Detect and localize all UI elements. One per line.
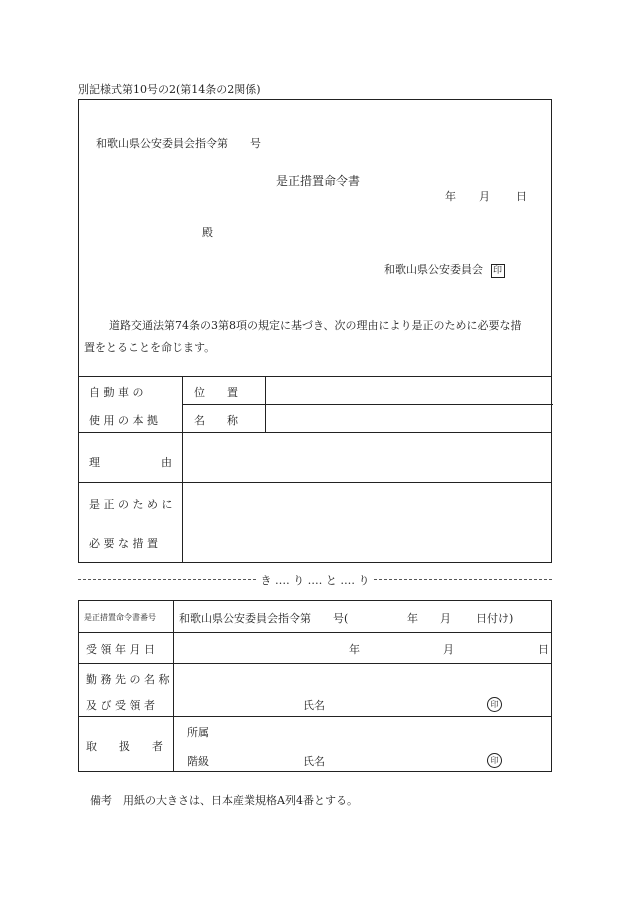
column-divider — [173, 601, 174, 771]
cut-line-text: き ‥‥ り ‥‥ と ‥‥ り — [256, 572, 373, 588]
handler-label: 取 扱 者 — [86, 740, 163, 753]
correction-label-1: 是 正 の た め に — [89, 498, 173, 511]
order-number-value: 和歌山県公安委員会指令第 号( — [179, 612, 349, 625]
column-divider — [265, 376, 266, 432]
order-number-label: 是正措置命令書番号 — [84, 613, 156, 622]
date-day: 日 — [516, 190, 527, 203]
body-text-line2: 置をとることを命じます。 — [84, 341, 216, 354]
reason-label-2: 由 — [161, 456, 172, 469]
vehicle-label-1: 自 動 車 の — [89, 386, 144, 399]
row-divider — [79, 632, 551, 633]
location-label: 位 置 — [194, 386, 238, 399]
form-number: 別記様式第10号の2(第14条の2関係) — [78, 83, 261, 96]
cut-dash — [78, 579, 256, 580]
receipt-day: 日 — [538, 643, 549, 656]
row-divider — [79, 663, 551, 664]
order-form — [78, 99, 552, 563]
cut-dash — [374, 579, 552, 580]
order-title: 是正措置命令書 — [276, 174, 361, 188]
receipt-form — [78, 600, 552, 772]
column-divider — [182, 376, 183, 562]
issuer — [384, 261, 505, 278]
correction-label-2: 必 要 な 措 置 — [89, 537, 158, 550]
row-divider — [79, 482, 551, 483]
order-number: 和歌山県公安委員会指令第 号 — [96, 137, 261, 150]
vehicle-label-2: 使 用 の 本 拠 — [89, 414, 158, 427]
order-year: 年 — [407, 612, 418, 625]
order-dated: 日付け) — [476, 612, 514, 625]
table-top-border — [79, 376, 551, 377]
handler-name-label: 氏名 — [303, 755, 325, 768]
row-divider — [182, 404, 553, 405]
cut-line — [78, 572, 552, 586]
body-text-line1: 道路交通法第74条の3第8項の規定に基づき、次の理由により是正のために必要な措 — [109, 319, 522, 332]
handler-seal-icon: 印 — [487, 753, 502, 768]
addressee-suffix: 殿 — [202, 226, 213, 239]
affiliation-label: 所属 — [187, 726, 209, 739]
date-month: 月 — [479, 190, 490, 203]
rank-label: 階級 — [187, 755, 209, 768]
employer-label-2: 及 び 受 領 者 — [86, 699, 155, 712]
row-divider — [79, 716, 551, 717]
issuer-name: 和歌山県公安委員会 — [384, 263, 483, 276]
employer-label-1: 勤 務 先 の 名 称 — [86, 673, 170, 686]
reason-label-1: 理 — [89, 456, 100, 469]
remarks: 備考 用紙の大きさは、日本産業規格A列4番とする。 — [90, 794, 358, 807]
receipt-year: 年 — [349, 643, 360, 656]
seal-icon: 印 — [491, 264, 505, 278]
order-month: 月 — [440, 612, 451, 625]
receiver-name-label: 氏名 — [303, 699, 325, 712]
receiver-seal-icon: 印 — [487, 697, 502, 712]
name-label: 名 称 — [194, 414, 238, 427]
receipt-date-label: 受 領 年 月 日 — [86, 643, 155, 656]
receipt-month: 月 — [443, 643, 454, 656]
row-divider — [79, 432, 551, 433]
date-year: 年 — [445, 190, 456, 203]
